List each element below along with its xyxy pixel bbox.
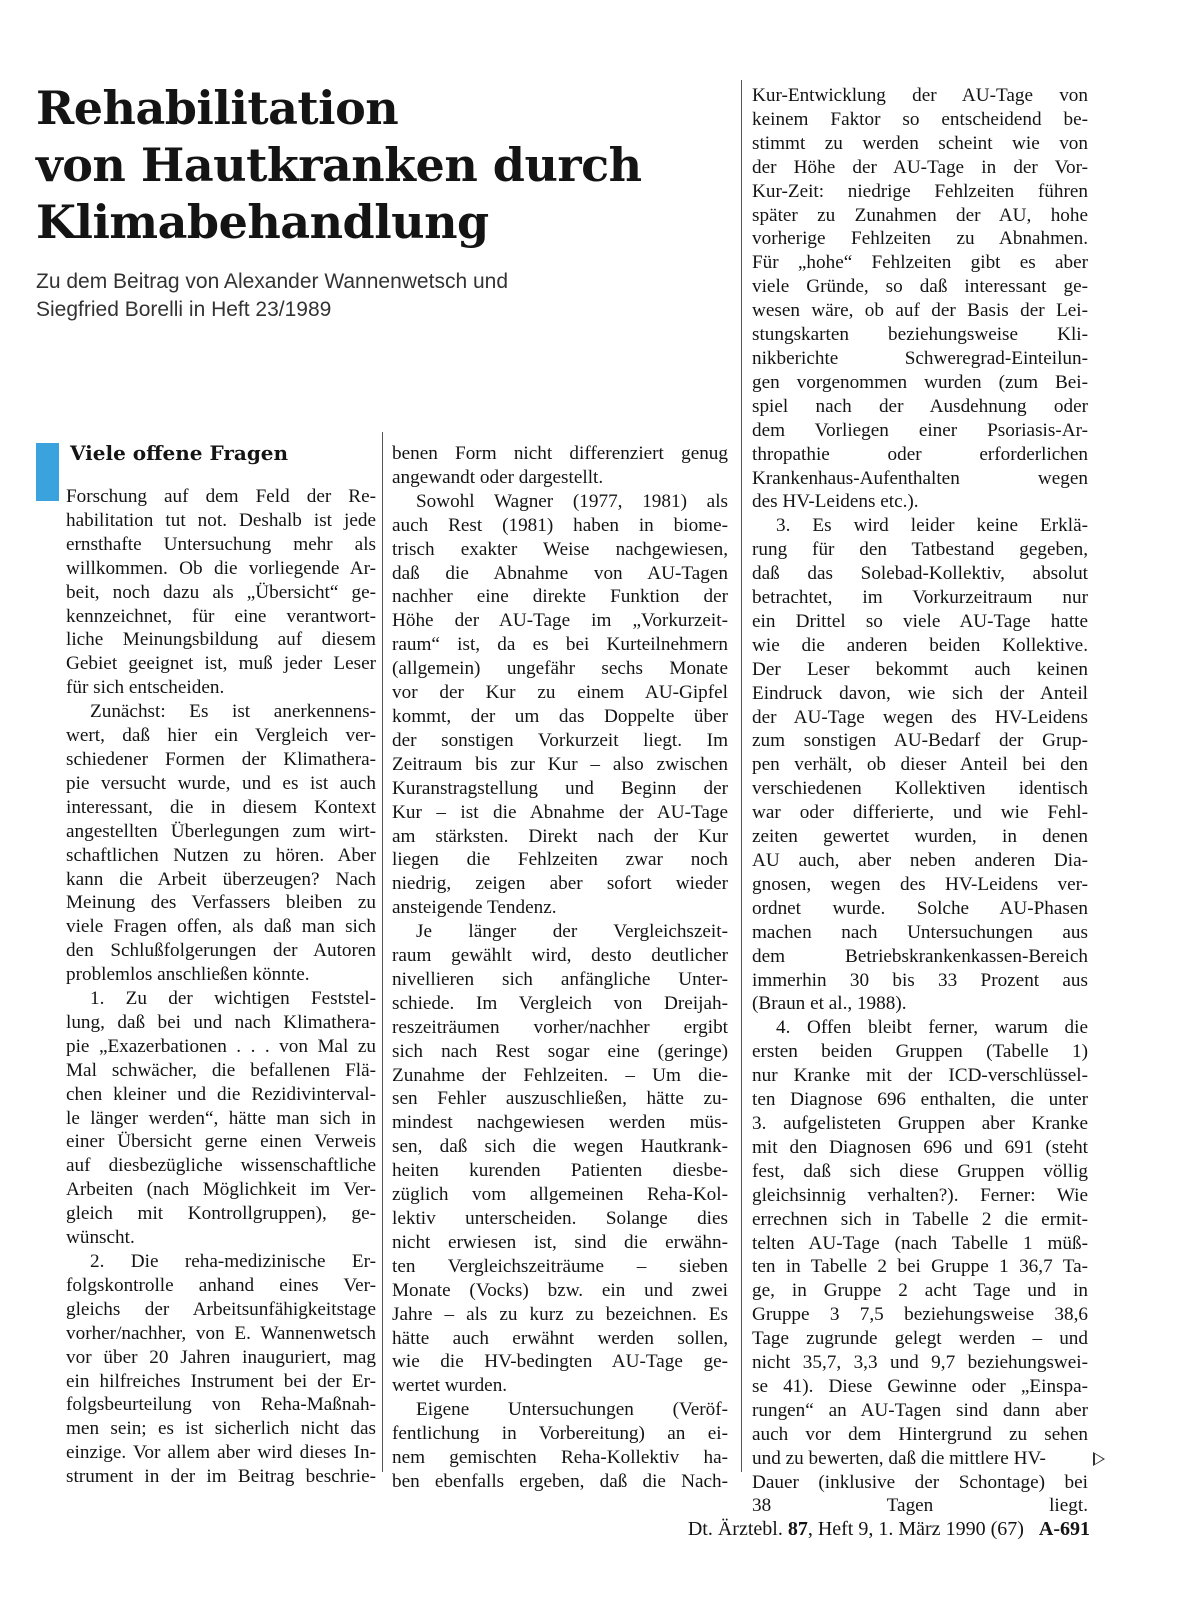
section-heading: Viele offene Fragen: [70, 441, 289, 465]
text-line: Kur-Zeit: niedrige Fehlzeiten führen: [752, 180, 1088, 202]
text-line: daß die Abnahme von AU-Tagen: [392, 562, 728, 584]
text-line: vor der Kur zu einem AU-Gipfel: [392, 682, 728, 704]
continue-arrow-icon: [1093, 1452, 1105, 1466]
text-line: se 41). Diese Gewinne oder „Einspa-: [752, 1375, 1088, 1397]
text-line: viele Fragen offen, als daß man sich: [66, 916, 376, 938]
text-line: habilitation tut not. Deshalb ist jede: [66, 509, 376, 531]
text-line: betrachtet, im Vorkurzeitraum nur: [752, 587, 1088, 609]
text-line: Jahre – als zu kurz zu bezeichnen. Es: [392, 1303, 728, 1325]
text-line: pie „Exazerbationen . . . von Mal zu: [66, 1035, 376, 1057]
text-line: folgsbeurteilung von Reha-Maßnah-: [66, 1394, 376, 1416]
text-line: trisch exakter Weise nachgewiesen,: [392, 538, 728, 560]
text-line: wie die HV-bedingten AU-Tage ge-: [392, 1351, 728, 1373]
text-line: kommt, der um das Doppelte über: [392, 705, 728, 727]
text-line: rungen“ an AU-Tagen sind dann aber: [752, 1399, 1088, 1421]
text-line: mindest nachgewiesen werden müs-: [392, 1112, 728, 1134]
text-line: angestellten Überlegungen zum wirt-: [66, 820, 376, 842]
section-accent-bar: [36, 443, 59, 501]
text-line: beit, noch dazu als „Übersicht“ ge-: [66, 581, 376, 603]
text-line: stungskarten beziehungsweise Kli-: [752, 324, 1088, 346]
text-line: vorherige Fehlzeiten zu Abnahmen.: [752, 228, 1088, 250]
text-line: wie die anderen beiden Kollektive.: [752, 634, 1088, 656]
footer-page-number: A-691: [1038, 1518, 1090, 1540]
text-line: viele Gründe, so daß interessant ge-: [752, 276, 1088, 298]
text-line: auch vor dem Hintergrund zu sehen: [752, 1423, 1088, 1445]
text-line: lektiv unterscheiden. Solange dies: [392, 1208, 728, 1229]
text-line: Zeitraum bis zur Kur – also zwischen: [392, 753, 728, 775]
text-line: Gruppe 3 7,5 beziehungsweise 38,6: [752, 1304, 1088, 1326]
text-line: lung, daß bei und nach Klimathera-: [66, 1011, 376, 1033]
text-line: daß das Solebad-Kollektiv, absolut: [752, 563, 1088, 585]
text-line: dem Betriebskrankenkassen-Bereich: [752, 945, 1088, 967]
text-line: stimmt zu werden scheint wie von: [752, 132, 1088, 154]
text-line: le länger werden“, hätte man sich in: [66, 1107, 376, 1129]
text-line: nur Kranke mit der ICD-verschlüssel-: [752, 1065, 1088, 1087]
text-line: willkommen. Ob die vorliegende Ar-: [66, 557, 376, 579]
article-title: [36, 80, 716, 251]
text-line: Höhe der AU-Tage im „Vorkurzeit-: [392, 610, 728, 632]
text-line: gnosen, wegen des HV-Leidens ver-: [752, 873, 1088, 895]
text-line: und zu bewerten, daß die mittlere HV-: [752, 1447, 1046, 1469]
text-line: schiede. Im Vergleich von Dreijah-: [392, 992, 728, 1014]
text-line: ten Diagnose 696 enthalten, die unter: [752, 1089, 1088, 1111]
text-line: ein Drittel so viele AU-Tage hatte: [752, 610, 1088, 632]
text-line: der AU-Tage wegen des HV-Leidens: [752, 706, 1088, 728]
text-line: auf diesbezügliche wissenschaftliche: [66, 1155, 376, 1177]
text-line: ten Vergleichszeiträume – sieben: [392, 1255, 728, 1277]
text-line: ben ebenfalls ergeben, daß die Nach-: [392, 1470, 728, 1492]
subtitle-line: Siegfried Borelli in Heft 23/1989: [36, 298, 332, 321]
text-line: kennzeichnet, für eine verantwort-: [66, 605, 376, 627]
text-line: spiel nach der Ausdehnung oder: [752, 395, 1088, 417]
text-line: ernsthafte Untersuchung mehr als: [66, 533, 376, 555]
text-line: Tage zugrunde gelegt werden – und: [752, 1328, 1088, 1350]
text-line: mit den Diagnosen 696 und 691 (steht: [752, 1136, 1088, 1158]
text-line: interessant, die in diesem Kontext: [66, 796, 376, 818]
text-line: zum sonstigen AU-Bedarf der Grup-: [752, 730, 1088, 752]
text-line: der sonstigen Vorkurzeit liegt. Im: [392, 729, 728, 751]
text-line: gleich mit Kontrollgruppen), ge-: [66, 1203, 376, 1225]
text-line: Sowohl Wagner (1977, 1981) als: [416, 490, 728, 512]
text-line: Zunächst: Es ist anerkennens-: [90, 701, 376, 723]
text-line: auch Rest (1981) haben in biome-: [392, 514, 728, 536]
text-line: vorher/nachher, von E. Wannenwetsch: [66, 1322, 376, 1344]
text-line: AU auch, aber neben anderen Dia-: [752, 850, 1088, 871]
subtitle-line: Zu dem Beitrag von Alexander Wannenwetsch und: [36, 270, 508, 293]
text-line: problemlos anschließen könnte.: [66, 964, 310, 986]
text-line: pen verhält, ob dieser Anteil bei den: [752, 754, 1088, 776]
text-line: der Höhe der AU-Tage in der Vor-: [752, 156, 1088, 178]
text-line: wertet wurden.: [392, 1375, 508, 1397]
text-line: Kur – ist die Abnahme der AU-Tage: [392, 801, 728, 823]
text-line: liche Meinungsbildung auf diesem: [66, 629, 376, 651]
text-line: 1. Zu der wichtigen Feststel-: [90, 988, 376, 1010]
text-line: gleichsinnig verhalten?). Ferner: Wie: [752, 1184, 1088, 1206]
text-line: 3. aufgelisteten Gruppen aber Kranke: [752, 1112, 1088, 1134]
text-line: dem Vorliegen einer Psoriasis-Ar-: [752, 419, 1088, 441]
text-line: Forschung auf dem Feld der Re-: [66, 486, 376, 507]
text-column-2: [392, 442, 728, 1494]
text-line: reszeiträumen vorher/nachher ergibt: [392, 1016, 728, 1038]
text-line: ten in Tabelle 2 bei Gruppe 1 36,7 Ta-: [752, 1256, 1088, 1278]
text-line: Mal schwächer, die befallenen Flä-: [66, 1059, 376, 1081]
text-line: ansteigende Tendenz.: [392, 897, 557, 919]
footer-volume: 87: [787, 1518, 808, 1540]
text-line: 3. Es wird leider keine Erklä-: [776, 515, 1088, 537]
text-line: rung für den Tatbestand gegeben,: [752, 539, 1088, 561]
text-line: hätte auch erwähnt werden sollen,: [392, 1327, 728, 1349]
text-line: nikberichte Schweregrad-Einteilun-: [752, 347, 1088, 369]
title-line: von Hautkranken durch: [36, 138, 642, 192]
text-line: Der Leser bekommt auch keinen: [752, 658, 1088, 680]
text-line: angewandt oder dargestellt.: [392, 466, 604, 488]
text-line: 38 Tagen liegt.: [752, 1495, 1088, 1517]
text-line: thropathie oder erforderlichen: [752, 443, 1088, 465]
text-line: raum“ ist, da es bei Kurteilnehmern: [392, 634, 728, 656]
text-line: chen kleiner und die Rezidivinterval-: [66, 1083, 376, 1105]
text-line: züglich vom allgemeinen Reha-Kol-: [392, 1184, 728, 1206]
text-line: Dauer (inklusive der Schontage) bei: [752, 1471, 1088, 1493]
text-line: sich nach Rest sogar eine (geringe): [392, 1040, 728, 1062]
text-line: sen, daß sich die wegen Hautkrank-: [392, 1136, 728, 1158]
text-line: nachher eine direkte Funktion der: [392, 586, 728, 608]
text-line: war oder differierte, und wie Fehl-: [752, 802, 1088, 824]
text-line: ge, in Gruppe 2 acht Tage und in: [752, 1280, 1088, 1302]
text-line: verschiedenen Kollektiven identisch: [752, 778, 1088, 800]
page-footer: [560, 1518, 1090, 1541]
text-line: nicht 35,7, 3,3 und 9,7 beziehungswei-: [752, 1352, 1088, 1374]
text-line: errechnen sich in Tabelle 2 die ermit-: [752, 1208, 1088, 1230]
text-line: am stärksten. Direkt nach der Kur: [392, 825, 728, 847]
text-line: nivellieren sich anfängliche Unter-: [392, 968, 728, 990]
text-line: vor über 20 Jahren inauguriert, mag: [66, 1346, 376, 1368]
text-line: wert, daß hier ein Vergleich ver-: [66, 725, 376, 747]
text-line: nicht erwiesen ist, sind die erwähn-: [392, 1231, 728, 1253]
text-line: Eigene Untersuchungen (Veröf-: [416, 1399, 728, 1421]
text-line: fest, daß sich diese Gruppen völlig: [752, 1160, 1088, 1182]
text-column-1: [66, 485, 376, 1489]
text-line: 4. Offen bleibt ferner, warum die: [776, 1017, 1088, 1039]
text-line: schaftlichen Nutzen zu hören. Aber: [66, 844, 376, 866]
title-line: Klimabehandlung: [36, 195, 489, 249]
footer-issue-date: , Heft 9, 1. März 1990 (67): [807, 1518, 1024, 1540]
text-line: raum gewählt wird, desto deutlicher: [392, 945, 728, 967]
text-line: wünscht.: [66, 1227, 135, 1249]
text-line: Krankenhaus-Aufenthalten wegen: [752, 467, 1088, 489]
text-line: kann die Arbeit überzeugen? Nach: [66, 868, 376, 890]
text-line: heiten kurenden Patienten diesbe-: [392, 1160, 728, 1182]
text-line: ein hilfreiches Instrument bei der Er-: [66, 1370, 376, 1392]
text-line: Meinung des Verfassers bleiben zu: [66, 892, 376, 914]
title-line: Rehabilitation: [36, 81, 399, 135]
text-line: Zunahme der Fehlzeiten. – Um die-: [392, 1064, 728, 1086]
text-line: für sich entscheiden.: [66, 677, 225, 699]
column-divider: [382, 432, 383, 1472]
text-line: sen Fehler auszuschließen, hätte zu-: [392, 1088, 728, 1110]
text-line: telten AU-Tage (nach Tabelle 1 müß-: [752, 1232, 1088, 1254]
text-line: Kur-Entwicklung der AU-Tage von: [752, 85, 1088, 106]
text-line: Gebiet geeignet ist, muß jeder Leser: [66, 653, 376, 675]
text-line: ersten beiden Gruppen (Tabelle 1): [752, 1041, 1088, 1063]
text-line: gleichs der Arbeitsunfähigkeitstage: [66, 1298, 376, 1320]
text-line: benen Form nicht differenziert genug: [392, 443, 728, 464]
text-line: strument in der im Beitrag beschrie-: [66, 1466, 376, 1488]
text-line: einer Übersicht gerne einen Verweis: [66, 1131, 376, 1153]
text-line: Eindruck davon, wie sich der Anteil: [752, 682, 1088, 704]
text-line: fentlichung in Vorbereitung) an ei-: [392, 1423, 728, 1445]
text-line: des HV-Leidens etc.).: [752, 491, 919, 513]
text-line: 2. Die reha-medizinische Er-: [90, 1251, 376, 1272]
text-line: folgskontrolle anhand eines Ver-: [66, 1274, 376, 1296]
text-line: Für „hohe“ Fehlzeiten gibt es aber: [752, 252, 1088, 274]
text-line: machen nach Untersuchungen aus: [752, 921, 1088, 943]
text-line: (allgemein) ungefähr sechs Monate: [392, 658, 728, 680]
article-subtitle: [36, 268, 716, 324]
text-line: wesen wäre, ob auf der Basis der Lei-: [752, 300, 1088, 322]
text-column-3: [752, 84, 1088, 1518]
text-line: niedrig, zeigen aber sofort wieder: [392, 873, 728, 895]
text-line: Monate (Vocks) bzw. ein und zwei: [392, 1279, 728, 1301]
text-line: später zu Zunahmen der AU, hohe: [752, 204, 1088, 226]
text-line: immerhin 30 bis 33 Prozent aus: [752, 969, 1088, 991]
text-line: (Braun et al., 1988).: [752, 993, 907, 1015]
footer-journal: Dt. Ärztebl.: [687, 1518, 783, 1540]
text-line: schiedener Formen der Klimathera-: [66, 748, 376, 770]
text-line: liegen die Fehlzeiten zwar noch: [392, 849, 728, 871]
column-divider: [741, 80, 742, 1472]
text-line: Kuranstragstellung und Beginn der: [392, 777, 728, 799]
text-line: pie versucht wurde, und es ist auch: [66, 772, 376, 794]
text-line: keinem Faktor so entscheidend be-: [752, 108, 1088, 130]
text-line: nem gemischten Reha-Kollektiv ha-: [392, 1447, 728, 1469]
text-line: einzige. Vor allem aber wird dieses In-: [66, 1442, 376, 1464]
text-line: Je länger der Vergleichszeit-: [416, 921, 728, 943]
text-line: den Schlußfolgerungen der Autoren: [66, 940, 376, 962]
text-line: ordnet wurde. Solche AU-Phasen: [752, 897, 1088, 919]
text-line: Arbeiten (nach Möglichkeit im Ver-: [66, 1179, 376, 1201]
text-line: men sein; es ist sicherlich nicht das: [66, 1418, 376, 1440]
text-line: zeiten gewertet wurden, in denen: [752, 826, 1088, 848]
text-line: gen vorgenommen wurden (zum Bei-: [752, 371, 1088, 393]
